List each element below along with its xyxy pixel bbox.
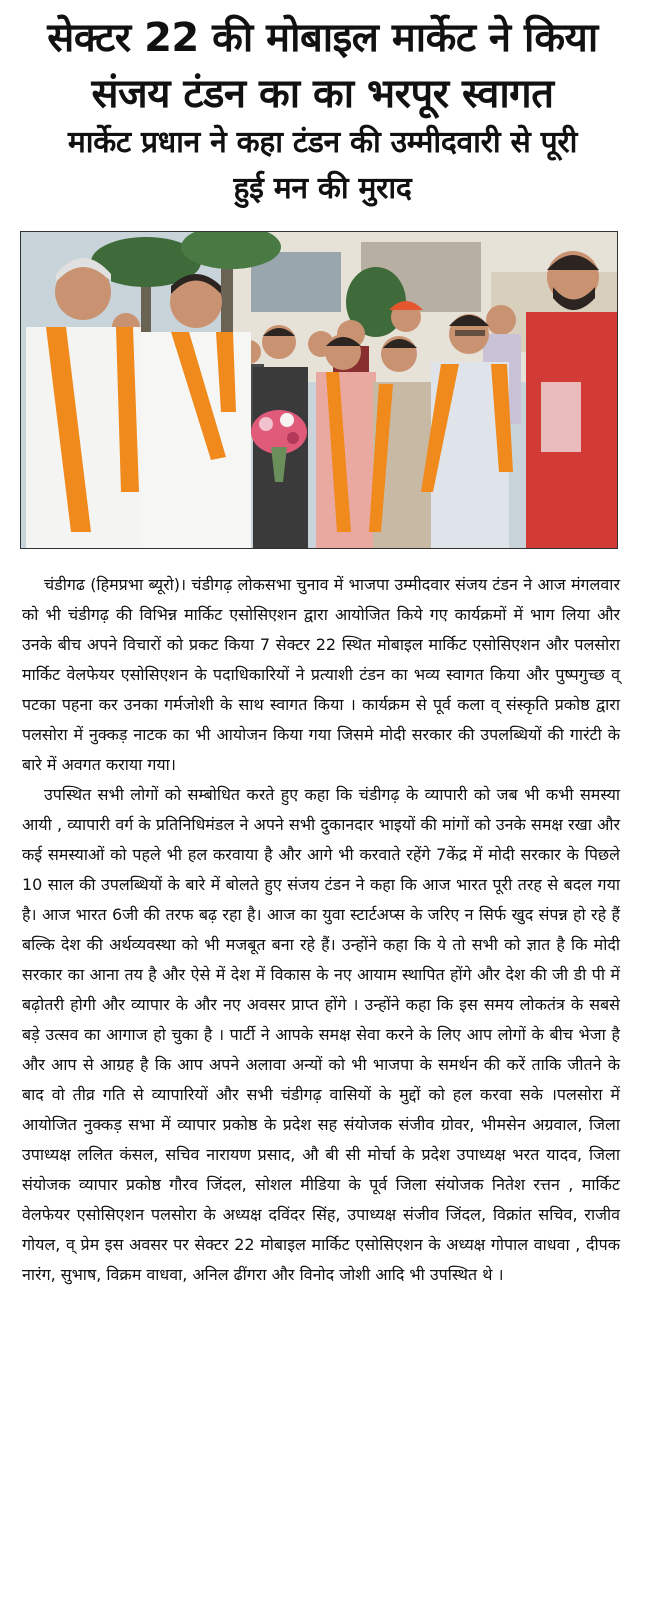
subheadline-line-2: हुई मन की मुराद bbox=[233, 171, 412, 206]
headline-line-1: सेक्टर 22 की मोबाइल मार्केट ने किया bbox=[47, 15, 598, 61]
subheadline-line-1: मार्केट प्रधान ने कहा टंडन की उम्मीदवारी से पूरी bbox=[67, 125, 578, 160]
news-photo bbox=[20, 231, 618, 549]
group-photo-icon bbox=[21, 232, 618, 549]
article-paragraph-2: उपस्थित सभी लोगों को सम्बोधित करते हुए कहा कि चंडीगढ़ के व्यापारी को जब भी कभी समस्या आयी , व्यापारी वर्ग के प्रतिनिधिमंडल ने अपने सभी दुकानदार भाइयों की मांगों को उनके समक्ष रखा और कई समस्याओं को पहले भी हल करवाया है और आगे भी करवाते रहेंगे 7केंद्र में मोदी सरकार के पिछले 10 साल की उपलब्धियों के बारे में बोलते हुए संजय टंडन ने कहा कि आज भारत पूरी तरह से बदल गया है। आज भारत 6जी की तरफ बढ़ रहा है। आज का युवा स्टार्टअप्स के जरिए न सिर्फ खुद संपन्न हो रहे हैं बल्कि देश की अर्थव्यवस्था को भी मजबूत बना रहे हैं। उन्होंने कहा कि ये तो सभी को ज्ञात है कि मोदी सरकार का आना तय है और ऐसे में देश में विकास के नए आयाम स्थापित होंगे और देश की जी डी पी में बढ़ोतरी होगी और व्यापार के और नए अवसर प्राप्त होंगे । उन्होंने कहा कि इस समय लोकतंत्र के सबसे बड़े उत्सव का आगाज हो चुका है । पार्टी ने आपके समक्ष सेवा करने के लिए आप लोगों के बीच भेजा है और आप से आग्रह है कि आप अपने अलावा अन्यों को भी भाजपा के समर्थन की करें ताकि जीतने के बाद वो तीव्र गति से व्यापारियों और सभी चंडीगढ़ वासियों के मुद्दों को हल करवा सके ।पलसोरा में आयोजित नुक्कड़ सभा में व्यापार प्रकोष्ठ के प्रदेश सह संयोजक संजीव ग्रोवर, भीमसेन अग्रवाल, जिला उपाध्यक्ष ललित कंसल, सचिव नारायण प्रसाद, औ बी सी मोर्चा के प्रदेश उपाध्यक्ष भरत यादव, जिला संयोजक व्यापार प्रकोष्ठ गौरव जिंदल, सोशल मीडिया के पूर्व जिला संयोजक नितेश रत्तन , मार्किट वेलफेयर एसोसिएशन पलसोरा के अध्यक्ष दविंदर सिंह, उपाध्यक्ष संजीव जिंदल, विक्रांत सचिव, राजीव गोयल, व् प्रेम इस अवसर पर सेक्टर 22 मोबाइल मार्किट एसोसिएशन के अध्यक्ष गोपाल वाधवा , दीपक नारंग, सुभाष, विक्रम वाधवा, अनिल ढींगरा और विनोद जोशी आदि भी उपस्थित थे । bbox=[22, 785, 620, 1284]
headline-line-2: संजय टंडन का का भरपूर स्वागत bbox=[91, 71, 554, 117]
article-paragraph-1: चंडीगढ (हिमप्रभा ब्यूरो)। चंडीगढ़ लोकसभा चुनाव में भाजपा उम्मीदवार संजय टंडन ने आज मंगलवार को भी चंडीगढ़ की विभिन्न मार्किट एसोसिएशन द्वारा आयोजित किये गए कार्यक्रमों में भाग लिया और उनके बीच अपने विचारों को प्रकट किया 7 सेक्टर 22 स्थित मोबाइल मार्किट एसोसिएशन और पलसोरा मार्किट वेलफेयर एसोसिएशन के पदाधिकारियों ने प्रत्याशी टंडन का भव्य स्वागत किया और पुष्पगुच्छ व् पटका पहना कर उनका गर्मजोशी के साथ स्वागत किया । कार्यक्रम से पूर्व कला व् संस्कृति प्रकोष्ठ द्वारा पलसोरा में नुक्कड़ नाटक का भी आयोजन किया गया जिसमे मोदी सरकार की उपलब्धियों की गारंटी के बारे में अवगत कराया गया। bbox=[22, 575, 620, 774]
article-body bbox=[22, 570, 620, 1290]
